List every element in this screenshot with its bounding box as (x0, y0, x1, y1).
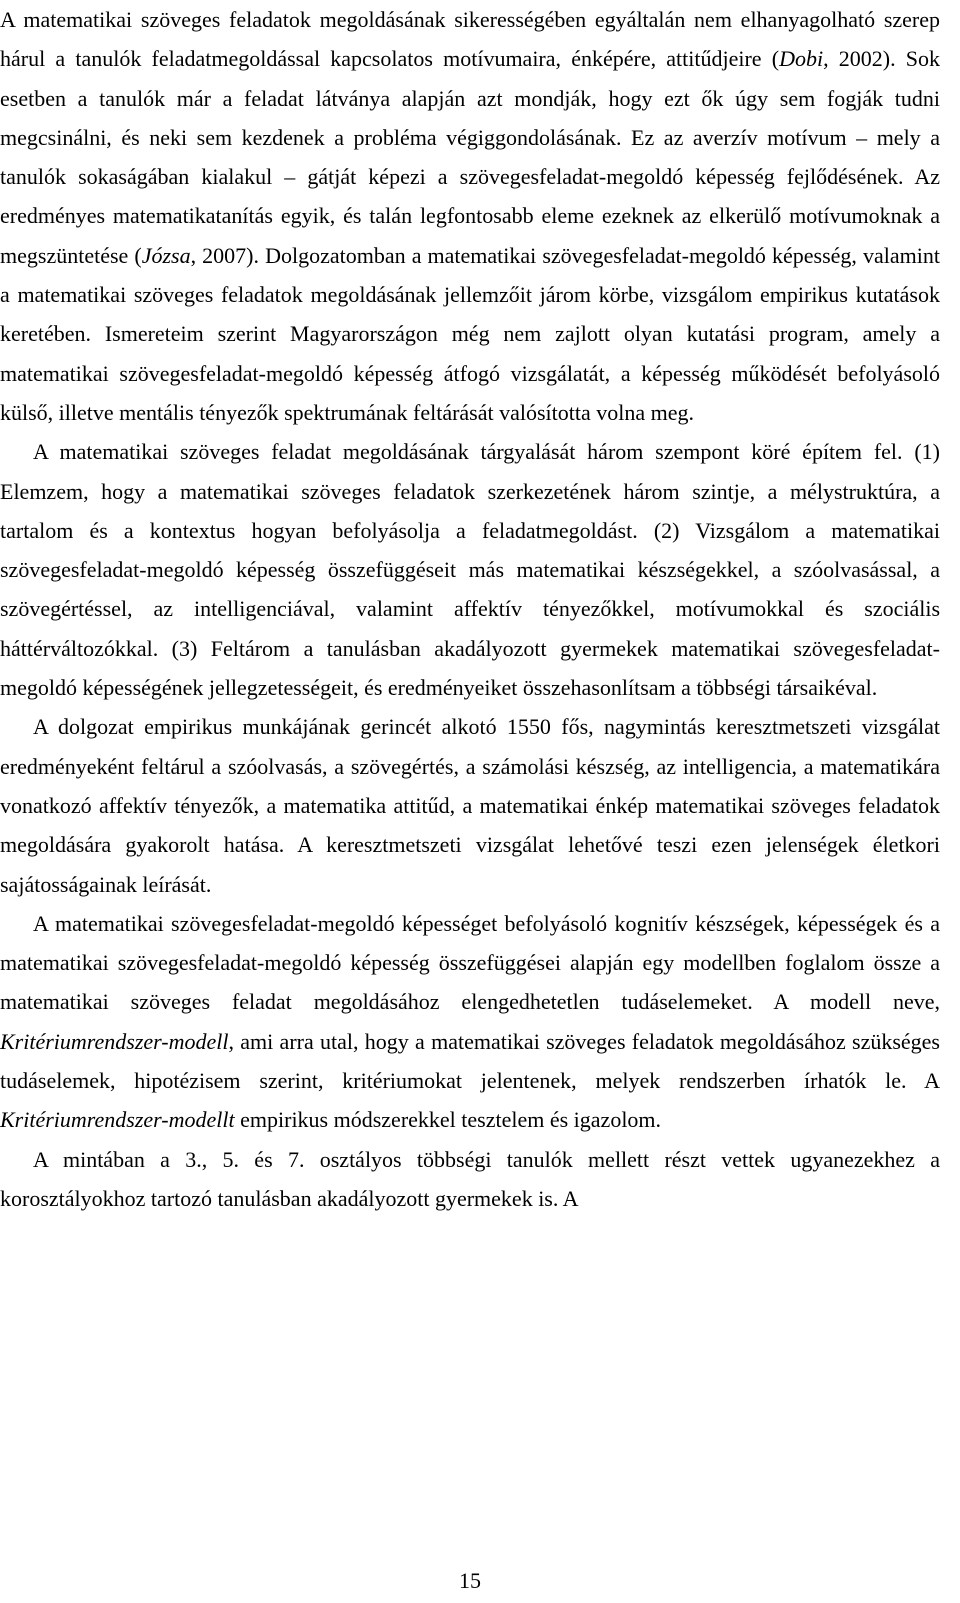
paragraph-2 (0, 432, 940, 707)
text-run: A matematikai szöveges feladat megoldásának tárgyalását három szempont köré építem fel. (1) Elemzem, hogy a matematikai szöveges feladatok szerkezetének három szintje, a mélystruktúra, a tartalom és a kontextus hogyan befolyásolja a feladatmegoldást. (2) Vizsgálom a matematikai szövegesfeladat-megoldó képesség összefüggéseit más matematikai készségekkel, a szóolvasással, a szövegértéssel, az intelligenciával, valamint affektív tényezőkkel, motívumokkal és szociális háttérváltozókkal. (3) Feltárom a tanulásban akadályozott gyermekek matematikai szövegesfeladat-megoldó képességének jellegzetességeit, és eredményeiket összehasonlítsam a többségi társaikéval. (0, 439, 940, 701)
text-run: , 2002). Sok esetben a tanulók már a feladat látványa alapján azt mondják, hogy ezt ők úgy sem fogják tudni megcsinálni, és neki sem kezdenek a probléma végiggondolásának. Ez az averzív motívum – mely a tanulók sokaságában kialakul – gátját képezi a szövegesfeladat-megoldó képesség fejlődésének. Az eredményes matematikatanítás egyik, és talán legfontosabb eleme ezeknek az elkerülő motívumoknak a megszüntetése ( (0, 46, 941, 268)
text-run: A mintában a 3., 5. és 7. osztályos többségi tanulók mellett részt vettek ugyanezekhez a korosztályokhoz tartozó tanulásban akadályozott gyermekek is. A (0, 1146, 940, 1211)
italic-text: Józsa (141, 242, 191, 268)
text-run: A matematikai szövegesfeladat-megoldó képességet befolyásoló kognitív készségek, képességek és a matematikai szövegesfeladat-megoldó képesség összefüggései alapján egy modellben foglalom össze a matematikai szöveges feladat megoldásához elengedhetetlen tudáselemeket. A modell neve, (0, 910, 940, 1015)
text-run: , ami arra utal, hogy a matematikai szöveges feladatok megoldásához szükséges tudáselemek, hipotézisem szerint, kritériumokat jelentenek, melyek rendszerben írhatók le. A (0, 1028, 940, 1094)
italic-text: Kritériumrendszer-modell (0, 1028, 229, 1054)
paragraph-5 (0, 1140, 940, 1219)
paragraph-4 (0, 904, 940, 1140)
italic-text: Kritériumrendszer-modellt (0, 1107, 235, 1133)
page-number: 15 (459, 1568, 481, 1593)
text-run: empirikus módszerekkel tesztelem és igazolom. (234, 1107, 662, 1133)
paragraph-3 (0, 707, 940, 903)
text-run: A matematikai szöveges feladatok megoldásának sikerességében egyáltalán nem elhanyagolható szerep hárul a tanulók feladatmegoldással kapcsolatos motívumaira, énképére, attitűdjeire ( (0, 7, 940, 72)
text-run: A dolgozat empirikus munkájának gerincét alkotó 1550 fős, nagymintás keresztmetszeti vizsgálat eredményeként feltárul a szóolvasás, a szövegértés, a számolási készség, az intelligencia, a matematikára vonatkozó affektív tényezők, a matematika attitűd, a matematikai énkép matematikai szöveges feladatok megoldására gyakorolt hatása. A keresztmetszeti vizsgálat lehetővé teszi ezen jelenségek életkori sajátosságainak leírását. (0, 714, 940, 897)
paragraph-1 (0, 0, 940, 432)
text-run: , 2007). Dolgozatomban a matematikai szövegesfeladat-megoldó képesség, valamint a matematikai szöveges feladatok megoldásának jellemzőit járom körbe, vizsgálom empirikus kutatások keretében. Ismereteim szerint Magyarországon még nem zajlott olyan kutatási program, amely a matematikai szövegesfeladat-megoldó képesség átfogó vizsgálatát, a képesség működését befolyásoló külső, illetve mentális tényezők spektrumának feltárását valósította volna meg. (0, 242, 940, 425)
italic-text: Dobi (779, 46, 824, 72)
